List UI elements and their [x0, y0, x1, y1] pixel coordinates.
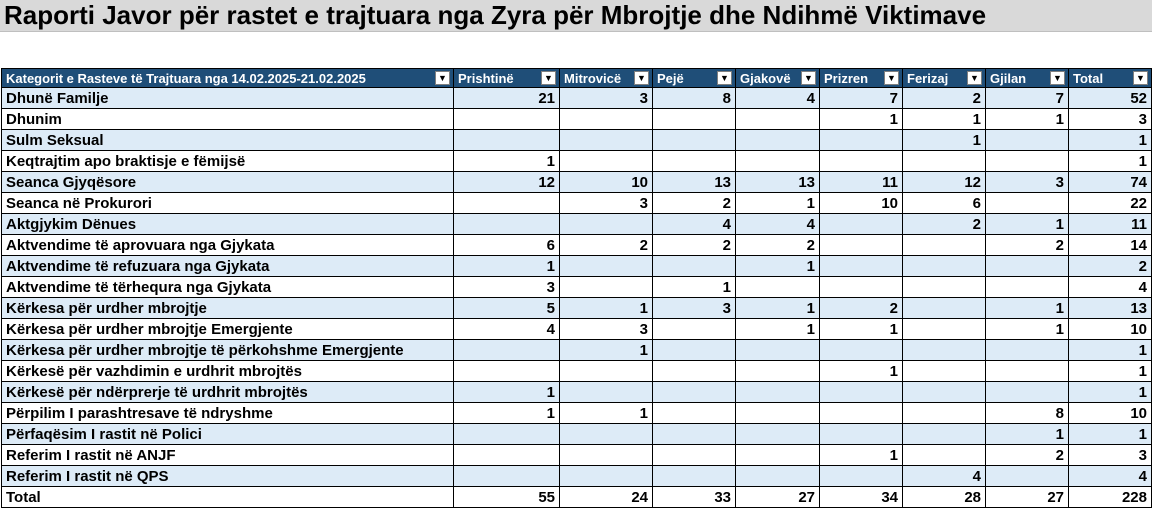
- empty-row: [0, 32, 1152, 68]
- cell-value[interactable]: 4: [1069, 277, 1152, 298]
- cell-value[interactable]: [903, 340, 986, 361]
- cell-value[interactable]: [454, 340, 560, 361]
- cell-value[interactable]: 2: [653, 193, 736, 214]
- cell-value[interactable]: [903, 319, 986, 340]
- table-row: [2, 298, 1152, 319]
- cell-value[interactable]: [820, 382, 903, 403]
- cell-value[interactable]: [736, 361, 820, 382]
- cell-value[interactable]: 2: [653, 235, 736, 256]
- cell-value[interactable]: [986, 340, 1069, 361]
- cell-value[interactable]: 1: [986, 109, 1069, 130]
- cell-value[interactable]: [560, 424, 653, 445]
- cell-value[interactable]: [736, 424, 820, 445]
- row-label[interactable]: Referim I rastit në QPS: [2, 466, 454, 487]
- row-label[interactable]: Kërkesa për urdher mbrojtje: [2, 298, 454, 319]
- row-label[interactable]: Seanca Gjyqësore: [2, 172, 454, 193]
- cell-value[interactable]: [653, 445, 736, 466]
- cell-value[interactable]: [454, 466, 560, 487]
- column-header-label: Prizren: [824, 70, 869, 86]
- cell-value[interactable]: 13: [736, 172, 820, 193]
- filter-dropdown-icon[interactable]: ▼: [967, 71, 982, 85]
- row-label[interactable]: Dhunë Familje: [2, 88, 454, 109]
- column-header-pej-[interactable]: [653, 69, 736, 88]
- column-header-label: Gjilan: [990, 70, 1027, 86]
- cell-value[interactable]: [820, 214, 903, 235]
- column-header-gjilan[interactable]: [986, 69, 1069, 88]
- cell-value[interactable]: 1: [454, 256, 560, 277]
- cell-value[interactable]: [454, 109, 560, 130]
- cell-value[interactable]: 4: [736, 88, 820, 109]
- column-header-total[interactable]: [1069, 69, 1152, 88]
- cell-value[interactable]: [903, 403, 986, 424]
- table-row: [2, 193, 1152, 214]
- header-row: [2, 69, 1152, 88]
- column-header-label: Mitrovicë: [564, 70, 622, 86]
- column-header-mitrovic-[interactable]: [560, 69, 653, 88]
- cell-value[interactable]: [653, 403, 736, 424]
- total-value[interactable]: 27: [736, 487, 820, 508]
- table-row: [2, 256, 1152, 277]
- cell-value[interactable]: [653, 130, 736, 151]
- table-row: [2, 361, 1152, 382]
- cell-value[interactable]: 8: [653, 88, 736, 109]
- row-label[interactable]: Sulm Seksual: [2, 130, 454, 151]
- cell-value[interactable]: 10: [820, 193, 903, 214]
- cell-value[interactable]: 1: [736, 193, 820, 214]
- cell-value[interactable]: [560, 130, 653, 151]
- cell-value[interactable]: [653, 424, 736, 445]
- cell-value[interactable]: [986, 151, 1069, 172]
- cell-value[interactable]: 7: [986, 88, 1069, 109]
- cell-value[interactable]: 1: [903, 130, 986, 151]
- cell-value[interactable]: 3: [560, 88, 653, 109]
- cell-value[interactable]: [820, 466, 903, 487]
- cell-value[interactable]: [986, 130, 1069, 151]
- table-row: [2, 340, 1152, 361]
- cell-value[interactable]: 2: [560, 235, 653, 256]
- cell-value[interactable]: [560, 382, 653, 403]
- cell-value[interactable]: [986, 382, 1069, 403]
- cell-value[interactable]: [820, 424, 903, 445]
- column-header-label: Kategorit e Rasteve të Trajtuara nga 14.02.2025-21.02.2025: [6, 70, 366, 86]
- cell-value[interactable]: [454, 361, 560, 382]
- table-row: [2, 319, 1152, 340]
- cell-value[interactable]: [986, 193, 1069, 214]
- cell-value[interactable]: [560, 256, 653, 277]
- column-header-label: Prishtinë: [458, 70, 514, 86]
- cell-value[interactable]: [560, 277, 653, 298]
- cell-value[interactable]: [560, 466, 653, 487]
- cell-value[interactable]: [560, 109, 653, 130]
- filter-dropdown-icon[interactable]: ▼: [541, 71, 556, 85]
- cell-value[interactable]: 7: [820, 88, 903, 109]
- cell-value[interactable]: 13: [1069, 298, 1152, 319]
- cell-value[interactable]: 10: [1069, 403, 1152, 424]
- column-header-label: Ferizaj: [907, 70, 949, 86]
- cell-value[interactable]: [560, 151, 653, 172]
- cell-value[interactable]: [560, 214, 653, 235]
- cell-value[interactable]: [653, 319, 736, 340]
- row-label[interactable]: Përpilim I parashtresave të ndryshme: [2, 403, 454, 424]
- cell-value[interactable]: 2: [736, 235, 820, 256]
- cell-value[interactable]: [736, 130, 820, 151]
- cell-value[interactable]: 2: [820, 298, 903, 319]
- cell-value[interactable]: 1: [454, 382, 560, 403]
- cell-value[interactable]: [736, 466, 820, 487]
- cell-value[interactable]: [653, 256, 736, 277]
- column-header-prishtin-[interactable]: [454, 69, 560, 88]
- row-label[interactable]: Aktvendime të tërhequra nga Gjykata: [2, 277, 454, 298]
- cell-value[interactable]: 13: [653, 172, 736, 193]
- total-value[interactable]: 27: [986, 487, 1069, 508]
- cell-value[interactable]: [736, 340, 820, 361]
- row-label[interactable]: Aktgjykim Dënues: [2, 214, 454, 235]
- table-row: [2, 214, 1152, 235]
- cell-value[interactable]: 2: [1069, 256, 1152, 277]
- total-label[interactable]: Total: [2, 487, 454, 508]
- table-row: [2, 88, 1152, 109]
- cell-value[interactable]: 2: [903, 88, 986, 109]
- table-row: [2, 172, 1152, 193]
- cell-value[interactable]: 14: [1069, 235, 1152, 256]
- cell-value[interactable]: 3: [653, 298, 736, 319]
- table-row: [2, 403, 1152, 424]
- cell-value[interactable]: 1: [820, 319, 903, 340]
- column-header-gjakov-[interactable]: [736, 69, 820, 88]
- cell-value[interactable]: 1: [736, 319, 820, 340]
- cell-value[interactable]: [653, 109, 736, 130]
- cell-value[interactable]: [736, 109, 820, 130]
- cell-value[interactable]: [903, 424, 986, 445]
- filter-dropdown-icon[interactable]: ▼: [884, 71, 899, 85]
- cell-value[interactable]: [903, 151, 986, 172]
- row-label[interactable]: Keqtrajtim apo braktisje e fëmijsë: [2, 151, 454, 172]
- table-row: [2, 235, 1152, 256]
- cell-value[interactable]: 1: [1069, 340, 1152, 361]
- table-row: [2, 130, 1152, 151]
- cell-value[interactable]: 21: [454, 88, 560, 109]
- filter-dropdown-icon[interactable]: ▼: [1133, 71, 1148, 85]
- cell-value[interactable]: [820, 130, 903, 151]
- cell-value[interactable]: [820, 235, 903, 256]
- cell-value[interactable]: 52: [1069, 88, 1152, 109]
- cell-value[interactable]: [454, 214, 560, 235]
- cell-value[interactable]: 1: [454, 403, 560, 424]
- cell-value[interactable]: 8: [986, 403, 1069, 424]
- cell-value[interactable]: 3: [986, 172, 1069, 193]
- cell-value[interactable]: 4: [454, 319, 560, 340]
- column-header-label: Gjakovë: [740, 70, 791, 86]
- cell-value[interactable]: [736, 382, 820, 403]
- cell-value[interactable]: 3: [560, 319, 653, 340]
- cell-value[interactable]: [903, 235, 986, 256]
- total-value[interactable]: 34: [820, 487, 903, 508]
- cell-value[interactable]: [736, 277, 820, 298]
- cell-value[interactable]: 1: [560, 298, 653, 319]
- total-row: [2, 487, 1152, 508]
- cell-value[interactable]: [820, 151, 903, 172]
- cell-value[interactable]: 1: [736, 298, 820, 319]
- cell-value[interactable]: [903, 277, 986, 298]
- table-row: [2, 109, 1152, 130]
- cell-value[interactable]: 6: [454, 235, 560, 256]
- cell-value[interactable]: 1: [560, 403, 653, 424]
- cell-value[interactable]: [653, 340, 736, 361]
- cell-value[interactable]: [820, 277, 903, 298]
- cell-value[interactable]: [454, 130, 560, 151]
- cell-value[interactable]: 2: [986, 445, 1069, 466]
- cell-value[interactable]: 1: [454, 151, 560, 172]
- cell-value[interactable]: [820, 403, 903, 424]
- cell-value[interactable]: [903, 382, 986, 403]
- row-label[interactable]: Përfaqësim I rastit në Polici: [2, 424, 454, 445]
- table-row: [2, 466, 1152, 487]
- cell-value[interactable]: 4: [1069, 466, 1152, 487]
- column-header-label: Pejë: [657, 70, 684, 86]
- cell-value[interactable]: 1: [986, 214, 1069, 235]
- cell-value[interactable]: 1: [986, 298, 1069, 319]
- row-label[interactable]: Aktvendime të aprovuara nga Gjykata: [2, 235, 454, 256]
- row-label[interactable]: Kërkesë për ndërprerje të urdhrit mbrojtës: [2, 382, 454, 403]
- cell-value[interactable]: [736, 403, 820, 424]
- row-label[interactable]: Kërkesë për vazhdimin e urdhrit mbrojtës: [2, 361, 454, 382]
- filter-dropdown-icon[interactable]: ▼: [1050, 71, 1065, 85]
- total-value[interactable]: 228: [1069, 487, 1152, 508]
- cell-value[interactable]: [820, 340, 903, 361]
- total-value[interactable]: 55: [454, 487, 560, 508]
- cell-value[interactable]: [560, 445, 653, 466]
- cell-value[interactable]: 1: [736, 256, 820, 277]
- cell-value[interactable]: 4: [653, 214, 736, 235]
- cell-value[interactable]: [454, 424, 560, 445]
- cell-value[interactable]: 3: [1069, 109, 1152, 130]
- table-row: [2, 382, 1152, 403]
- cell-value[interactable]: 1: [653, 277, 736, 298]
- cell-value[interactable]: 1: [1069, 382, 1152, 403]
- cell-value[interactable]: [903, 298, 986, 319]
- row-label[interactable]: Kërkesa për urdher mbrojtje të përkohshme Emergjente: [2, 340, 454, 361]
- cell-value[interactable]: [454, 445, 560, 466]
- filter-dropdown-icon[interactable]: ▼: [634, 71, 649, 85]
- table-row: [2, 277, 1152, 298]
- column-header-label: Total: [1073, 70, 1104, 86]
- cell-value[interactable]: 12: [903, 172, 986, 193]
- row-label[interactable]: Kërkesa për urdher mbrojtje Emergjente: [2, 319, 454, 340]
- cell-value[interactable]: 1: [986, 319, 1069, 340]
- row-label[interactable]: Dhunim: [2, 109, 454, 130]
- total-value[interactable]: 24: [560, 487, 653, 508]
- row-label[interactable]: Seanca në Prokurori: [2, 193, 454, 214]
- cell-value[interactable]: [903, 256, 986, 277]
- cell-value[interactable]: 1: [986, 424, 1069, 445]
- table-row: [2, 424, 1152, 445]
- cell-value[interactable]: [560, 361, 653, 382]
- cell-value[interactable]: 6: [903, 193, 986, 214]
- cell-value[interactable]: [454, 193, 560, 214]
- cell-value[interactable]: 3: [1069, 445, 1152, 466]
- table-row: [2, 445, 1152, 466]
- table-row: [2, 151, 1152, 172]
- filter-dropdown-icon[interactable]: ▼: [801, 71, 816, 85]
- column-header-category[interactable]: [2, 69, 454, 88]
- row-label[interactable]: Referim I rastit në ANJF: [2, 445, 454, 466]
- cell-value[interactable]: 10: [1069, 319, 1152, 340]
- column-header-ferizaj[interactable]: [903, 69, 986, 88]
- cell-value[interactable]: 11: [820, 172, 903, 193]
- total-value[interactable]: 28: [903, 487, 986, 508]
- cell-value[interactable]: [986, 277, 1069, 298]
- title-bar: [0, 0, 1152, 32]
- cell-value[interactable]: 4: [736, 214, 820, 235]
- cell-value[interactable]: 74: [1069, 172, 1152, 193]
- cell-value[interactable]: 1: [820, 109, 903, 130]
- cell-value[interactable]: 2: [903, 214, 986, 235]
- cell-value[interactable]: [736, 445, 820, 466]
- cell-value[interactable]: 1: [1069, 361, 1152, 382]
- cell-value[interactable]: 12: [454, 172, 560, 193]
- row-label[interactable]: Aktvendime të refuzuara nga Gjykata: [2, 256, 454, 277]
- cell-value[interactable]: 3: [454, 277, 560, 298]
- cell-value[interactable]: 10: [560, 172, 653, 193]
- cell-value[interactable]: 1: [1069, 130, 1152, 151]
- cell-value[interactable]: [736, 151, 820, 172]
- cell-value[interactable]: [653, 466, 736, 487]
- cell-value[interactable]: [986, 466, 1069, 487]
- cell-value[interactable]: [820, 256, 903, 277]
- cell-value[interactable]: [653, 151, 736, 172]
- cell-value[interactable]: [986, 256, 1069, 277]
- cell-value[interactable]: 1: [820, 361, 903, 382]
- column-header-prizren[interactable]: [820, 69, 903, 88]
- cell-value[interactable]: 1: [1069, 424, 1152, 445]
- cell-value[interactable]: 1: [1069, 151, 1152, 172]
- cell-value[interactable]: 5: [454, 298, 560, 319]
- filter-dropdown-icon[interactable]: ▼: [435, 71, 450, 85]
- cell-value[interactable]: 11: [1069, 214, 1152, 235]
- cell-value[interactable]: [653, 382, 736, 403]
- cell-value[interactable]: [986, 361, 1069, 382]
- filter-dropdown-icon[interactable]: ▼: [717, 71, 732, 85]
- cell-value[interactable]: 1: [820, 445, 903, 466]
- cell-value[interactable]: 22: [1069, 193, 1152, 214]
- cell-value[interactable]: 1: [560, 340, 653, 361]
- cell-value[interactable]: 2: [986, 235, 1069, 256]
- cell-value[interactable]: [653, 361, 736, 382]
- cell-value[interactable]: [903, 445, 986, 466]
- cell-value[interactable]: 1: [903, 109, 986, 130]
- report-table: [1, 68, 1152, 508]
- report-title: Raporti Javor për rastet e trajtuara nga Zyra për Mbrojtje dhe Ndihmë Viktimave: [4, 0, 987, 30]
- total-value[interactable]: 33: [653, 487, 736, 508]
- cell-value[interactable]: [903, 361, 986, 382]
- cell-value[interactable]: 4: [903, 466, 986, 487]
- cell-value[interactable]: 3: [560, 193, 653, 214]
